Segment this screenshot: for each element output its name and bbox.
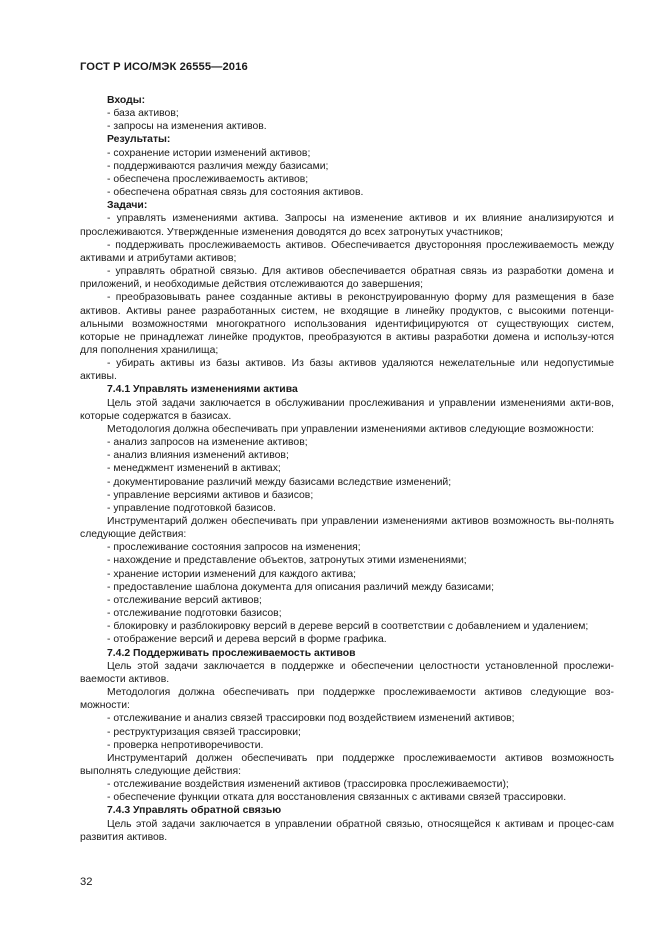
paragraph: - предоставление шаблона документа для описания различий между базисами;	[107, 581, 494, 593]
paragraph: - нахождение и представление объектов, затронутых этими изменениями;	[107, 555, 467, 567]
paragraph: - отслеживание версий активов;	[107, 594, 262, 606]
paragraph: Методология должна обеспечивать при поддержке прослеживаемости активов следующие воз-можности:	[80, 687, 614, 712]
section-heading: 7.4.1 Управлять изменениями актива	[107, 384, 298, 396]
paragraph: Цель этой задачи заключается в поддержке и обеспечении целостности установленной прослежи-ваемости активов.	[80, 660, 614, 685]
paragraph: Цель этой задачи заключается в управлении обратной связью, относящейся к активам и процес-сам развития активов.	[80, 818, 614, 843]
paragraph: - сохранение истории изменений активов;	[107, 147, 311, 159]
section-heading: 7.4.2 Поддерживать прослеживаемость активов	[107, 647, 356, 659]
paragraph: - поддерживаются различия между базисами;	[107, 160, 329, 172]
paragraph: - отображение версий и дерева версий в форме графика.	[107, 634, 387, 646]
paragraph: - обеспечена прослеживаемость активов;	[107, 173, 309, 185]
section-heading: Результаты:	[107, 134, 171, 146]
paragraph: - управлять обратной связью. Для активов обеспечивается обратная связь из разработки домена и приложений, и необходимые действия отслеживаются до завершения;	[80, 266, 614, 291]
paragraph: - запросы на изменения активов.	[107, 121, 267, 133]
paragraph: - хранение истории изменений для каждого актива;	[107, 568, 357, 580]
paragraph: Инструментарий должен обеспечивать при управлении изменениями активов возможность вы-полнять следующие действия:	[80, 516, 614, 541]
paragraph: - анализ запросов на изменение активов;	[107, 437, 308, 449]
paragraph: - отслеживание и анализ связей трассировки под воздействием изменений активов;	[107, 713, 515, 725]
page-number: 32	[80, 876, 93, 888]
paragraph: - проверка непротиворечивости.	[107, 739, 264, 751]
paragraph: - база активов;	[107, 108, 179, 120]
paragraph: - менеджмент изменений в активах;	[107, 463, 281, 475]
section-heading: 7.4.3 Управлять обратной связью	[107, 805, 282, 817]
paragraph: - блокировку и разблокировку версий в дереве версий в соответствии с добавлением и удалением;	[107, 621, 589, 633]
document-body	[80, 94, 614, 844]
paragraph: - управление подготовкой базисов.	[107, 502, 276, 514]
paragraph: - прослеживание состояния запросов на изменения;	[107, 542, 361, 554]
paragraph: - анализ влияния изменений активов;	[107, 450, 289, 462]
paragraph: - документирование различий между базисами вследствие изменений;	[107, 476, 452, 488]
paragraph: - управлять изменениями актива. Запросы на изменение активов и их влияние анализируются и прослеживаются. Утвержденные изменения доводятся до всех затронутых участников;	[80, 213, 614, 238]
paragraph: - преобразовывать ранее созданные активы в реконструированную форму для размещения в базе активов. Активы ранее разработанных систем, не входящие в линейку продуктов, с высокими потенци-альными возможностями многократного использования идентифицируются от существующих систем, которые не принадлежат линейке продуктов, преобразуются в активы разработки домена и использу-ются для пополнения хранилища;	[80, 292, 614, 356]
paragraph: - поддерживать прослеживаемость активов. Обеспечивается двусторонняя прослеживаемость между активами и атрибутами активов;	[80, 239, 614, 264]
section-heading: Задачи:	[107, 200, 148, 212]
paragraph: - отслеживание подготовки базисов;	[107, 608, 282, 620]
paragraph: Цель этой задачи заключается в обслуживании прослеживания и управлении изменениями акти-вов, которые содержатся в базисах.	[80, 397, 614, 422]
document-header: ГОСТ Р ИСО/МЭК 26555—2016	[80, 61, 248, 73]
paragraph: - реструктуризация связей трассировки;	[107, 726, 301, 738]
paragraph: - обеспечена обратная связь для состояния активов.	[107, 187, 364, 199]
paragraph: - обеспечение функции отката для восстановления связанных с активами связей трассировки.	[107, 792, 567, 804]
section-heading: Входы:	[107, 95, 146, 106]
paragraph: Методология должна обеспечивать при управлении изменениями активов следующие возможности:	[107, 423, 595, 435]
paragraph: - отслеживание воздействия изменений активов (трассировка прослеживаемости);	[107, 779, 509, 791]
paragraph: Инструментарий должен обеспечивать при поддержке прослеживаемости активов возможность выполнять следующие действия:	[80, 752, 614, 777]
paragraph: - управление версиями активов и базисов;	[107, 489, 314, 501]
paragraph: - убирать активы из базы активов. Из базы активов удаляются нежелательные или недопустимые активы.	[80, 358, 614, 383]
